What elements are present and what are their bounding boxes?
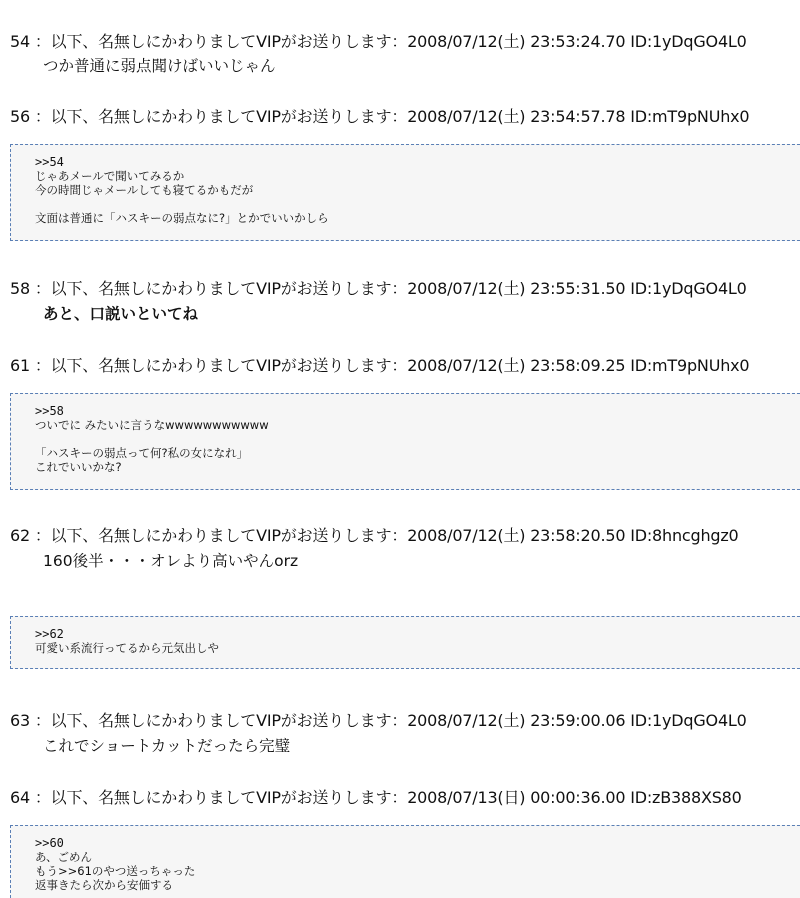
quote-box bbox=[10, 825, 800, 898]
reply-anchor-link[interactable]: >>60 bbox=[35, 836, 64, 850]
quote-box bbox=[10, 393, 800, 490]
separator: ： bbox=[34, 279, 51, 298]
separator: ： bbox=[391, 711, 408, 730]
separator: ： bbox=[34, 107, 51, 126]
quote-line: 文面は普通に「ハスキーの弱点なに?」とかでいいかしら bbox=[35, 211, 329, 225]
quote-line: あ、ごめん bbox=[35, 850, 93, 864]
post-datetime: 2008/07/12(土) 23:59:00.06 bbox=[407, 711, 626, 730]
post-datetime: 2008/07/12(土) 23:54:57.78 bbox=[407, 107, 626, 126]
post-header bbox=[10, 526, 739, 546]
post-body: 160後半・・・オレより高いやんorz bbox=[43, 552, 299, 570]
post-header bbox=[10, 788, 742, 808]
poster-name: 以下、名無しにかわりましてVIPがお送りします bbox=[50, 711, 392, 730]
quote-box bbox=[10, 616, 800, 669]
quote-line: ついでに みたいに言うなwwwwwwwwwww bbox=[35, 418, 269, 432]
poster-id: ID:8hncghgz0 bbox=[630, 526, 739, 545]
post-number: 61 bbox=[10, 356, 30, 375]
post-number: 54 bbox=[10, 32, 30, 51]
post-number: 58 bbox=[10, 279, 30, 298]
reply-anchor-link[interactable]: >>62 bbox=[35, 627, 64, 641]
poster-id: ID:mT9pNUhx0 bbox=[630, 356, 750, 375]
post-number: 56 bbox=[10, 107, 30, 126]
separator: ： bbox=[34, 711, 51, 730]
quote-line: もう>>61のやつ送っちゃった bbox=[35, 864, 196, 878]
separator: ： bbox=[34, 788, 51, 807]
separator: ： bbox=[34, 32, 51, 51]
poster-name: 以下、名無しにかわりましてVIPがお送りします bbox=[50, 356, 392, 375]
post-datetime: 2008/07/12(土) 23:58:20.50 bbox=[407, 526, 626, 545]
quote-line: 「ハスキーの弱点って何?私の女になれ」 bbox=[35, 446, 249, 460]
poster-name: 以下、名無しにかわりましてVIPがお送りします bbox=[50, 788, 392, 807]
separator: ： bbox=[391, 526, 408, 545]
poster-name: 以下、名無しにかわりましてVIPがお送りします bbox=[50, 32, 392, 51]
post-number: 63 bbox=[10, 711, 30, 730]
post-number: 64 bbox=[10, 788, 30, 807]
post-header bbox=[10, 356, 749, 376]
poster-id: ID:zB388XS80 bbox=[630, 788, 742, 807]
separator: ： bbox=[391, 107, 408, 126]
separator: ： bbox=[391, 32, 408, 51]
poster-id: ID:1yDqGO4L0 bbox=[630, 279, 747, 298]
quote-line: じゃあメールで聞いてみるか bbox=[35, 169, 185, 183]
post-datetime: 2008/07/12(土) 23:58:09.25 bbox=[407, 356, 626, 375]
quote-box bbox=[10, 144, 800, 241]
reply-anchor-link[interactable]: >>58 bbox=[35, 404, 64, 418]
poster-id: ID:mT9pNUhx0 bbox=[630, 107, 750, 126]
poster-name: 以下、名無しにかわりましてVIPがお送りします bbox=[50, 526, 392, 545]
separator: ： bbox=[34, 356, 51, 375]
post-body: つか普通に弱点聞けばいいじゃん bbox=[43, 57, 276, 75]
post-header bbox=[10, 279, 747, 299]
post-header bbox=[10, 107, 749, 127]
poster-name: 以下、名無しにかわりましてVIPがお送りします bbox=[50, 279, 392, 298]
separator: ： bbox=[391, 279, 408, 298]
post-body: あと、口説いといてね bbox=[43, 305, 199, 323]
post-number: 62 bbox=[10, 526, 30, 545]
quote-line: これでいいかな? bbox=[35, 460, 122, 474]
quote-line: 今の時間じゃメールしても寝てるかもだが bbox=[35, 183, 254, 197]
post-body: これでショートカットだったら完璧 bbox=[43, 737, 291, 755]
poster-id: ID:1yDqGO4L0 bbox=[630, 711, 747, 730]
separator: ： bbox=[391, 356, 408, 375]
separator: ： bbox=[34, 526, 51, 545]
post-header bbox=[10, 711, 747, 731]
poster-name: 以下、名無しにかわりましてVIPがお送りします bbox=[50, 107, 392, 126]
post-datetime: 2008/07/12(土) 23:53:24.70 bbox=[407, 32, 626, 51]
post-header bbox=[10, 32, 747, 52]
post-datetime: 2008/07/12(土) 23:55:31.50 bbox=[407, 279, 626, 298]
quote-line bbox=[35, 197, 800, 211]
quote-line bbox=[35, 432, 800, 446]
quote-line: 可愛い系流行ってるから元気出しや bbox=[35, 641, 219, 655]
separator: ： bbox=[391, 788, 408, 807]
reply-anchor-link[interactable]: >>54 bbox=[35, 155, 64, 169]
poster-id: ID:1yDqGO4L0 bbox=[630, 32, 747, 51]
quote-line: 返事きたら次から安価する bbox=[35, 878, 173, 892]
post-datetime: 2008/07/13(日) 00:00:36.00 bbox=[407, 788, 626, 807]
